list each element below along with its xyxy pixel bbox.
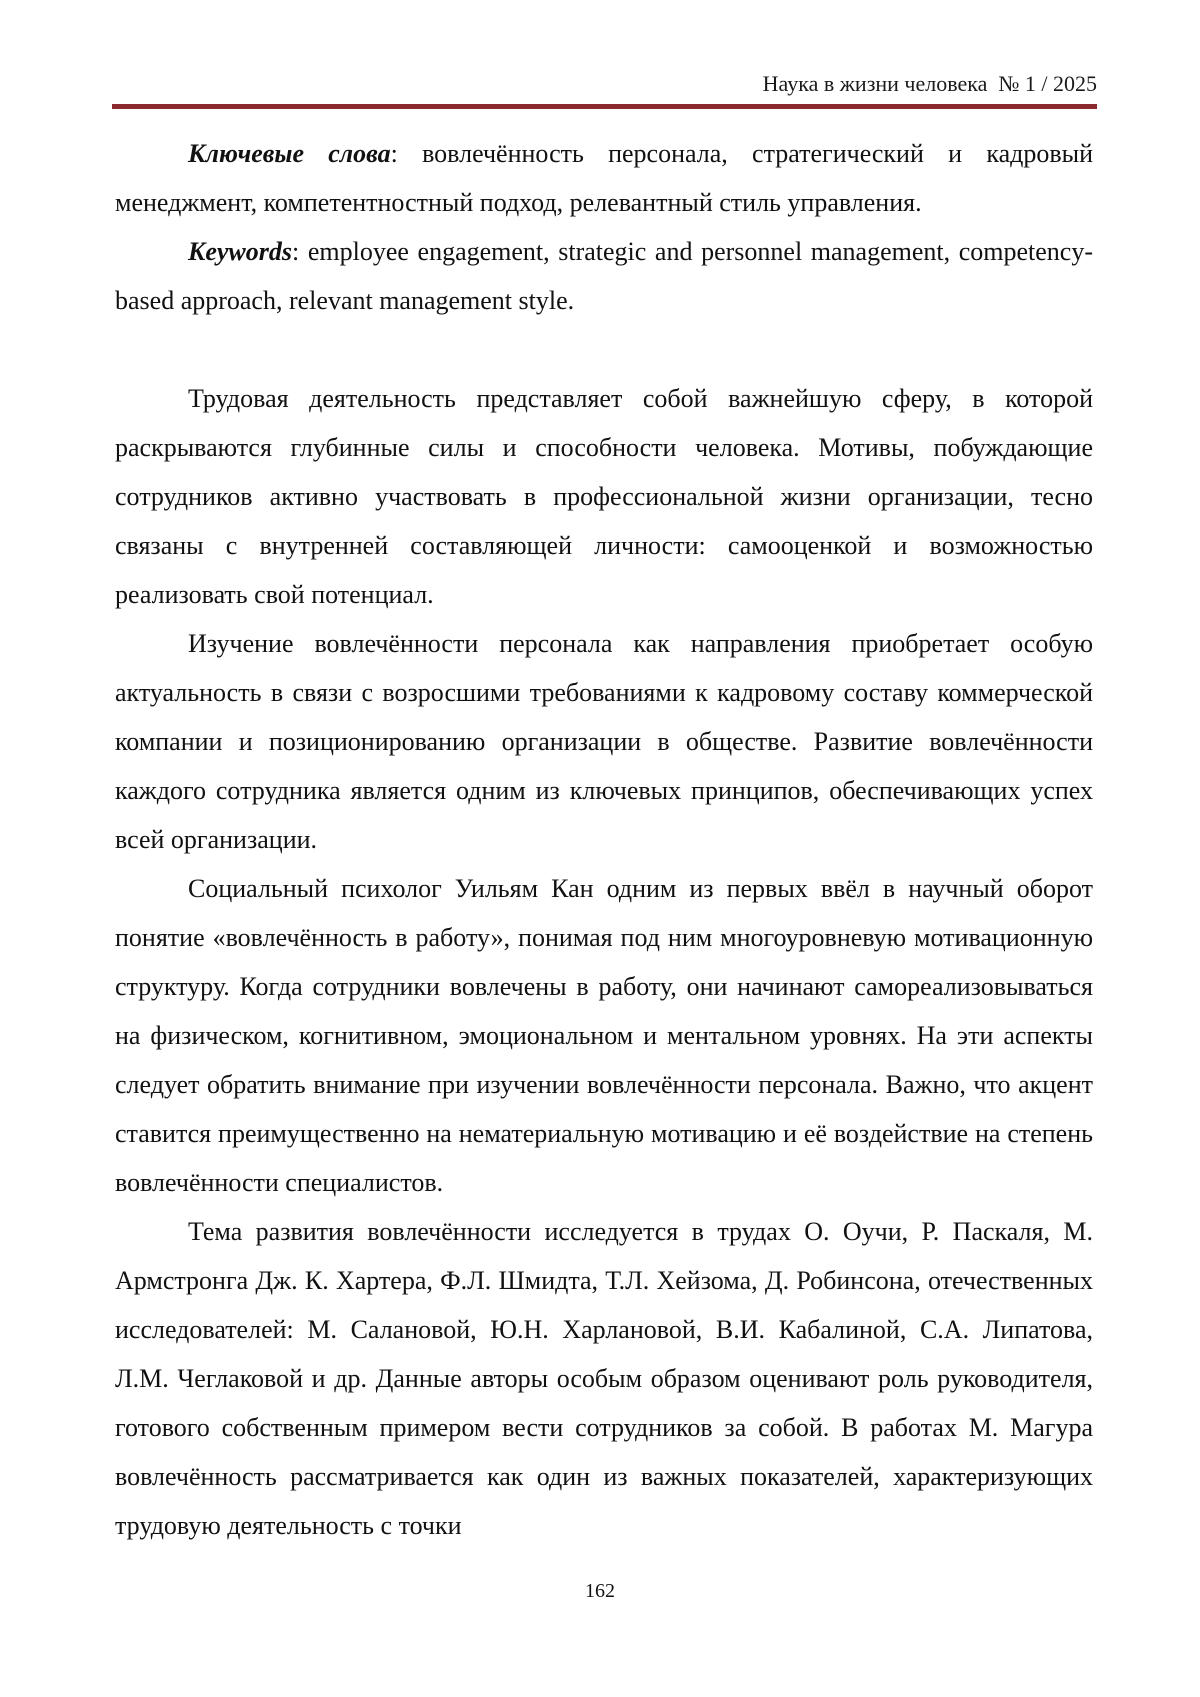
article-body	[115, 129, 1093, 1550]
body-paragraph: Тема развития вовлечённости исследуется в трудах О. Оучи, Р. Паскаля, М. Армстронга Дж. К. Хартера, Ф.Л. Шмидта, Т.Л. Хейзома, Д. Робинсона, отечественных исследователей: М. Салановой, Ю.Н. Харлановой, В.И. Кабалиной, С.А. Липатова, Л.М. Чеглаковой и др. Данные авторы особым образом оценивают роль руководителя, готового собственным примером вести сотрудников за собой. В работах М. Магура вовлечённость рассматривается как один из важных показателей, характеризующих трудовую деятельность с точки	[115, 1217, 1093, 1540]
header-rule	[112, 104, 1097, 109]
page-number: 162	[585, 1580, 615, 1602]
keywords-en-text: : employee engagement, strategic and personnel management, competency-based approach, relevant management style.	[115, 237, 1093, 315]
keywords-ru-label: Ключевые слова	[188, 139, 391, 168]
keywords-en	[115, 227, 1093, 325]
keywords-ru-text: : вовлечённость персонала, стратегический и кадровый менеджмент, компетентностный подход, релевантный стиль управления.	[115, 139, 1093, 217]
running-header	[112, 70, 1097, 98]
journal-title: Наука в жизни человека	[762, 71, 988, 96]
body-paragraph: Трудовая деятельность представляет собой важнейшую сферу, в которой раскрываются глубинные силы и способности человека. Мотивы, побуждающие сотрудников активно участвовать в профессиональной жизни организации, тесно связаны с внутренней составляющей личности: самооценкой и возможностью реализовать свой потенциал.	[115, 384, 1093, 609]
keywords-en-label: Keywords	[188, 237, 292, 266]
issue-number: № 1 / 2025	[998, 71, 1097, 96]
body-paragraph: Социальный психолог Уильям Кан одним из первых ввёл в научный оборот понятие «вовлечённость в работу», понимая под ним многоуровневую мотивационную структуру. Когда сотрудники вовлечены в работу, они начинают самореализовываться на физическом, когнитивном, эмоциональном и ментальном уровнях. На эти аспекты следует обратить внимание при изучении вовлечённости персонала. Важно, что акцент ставится преимущественно на нематериальную мотивацию и её воздействие на степень вовлечённости специалистов.	[115, 874, 1093, 1197]
keywords-ru	[115, 129, 1093, 227]
body-paragraph: Изучение вовлечённости персонала как направления приобретает особую актуальность в связи с возросшими требованиями к кадровому составу коммерческой компании и позиционированию организации в обществе. Развитие вовлечённости каждого сотрудника является одним из ключевых принципов, обеспечивающих успех всей организации.	[115, 629, 1093, 854]
